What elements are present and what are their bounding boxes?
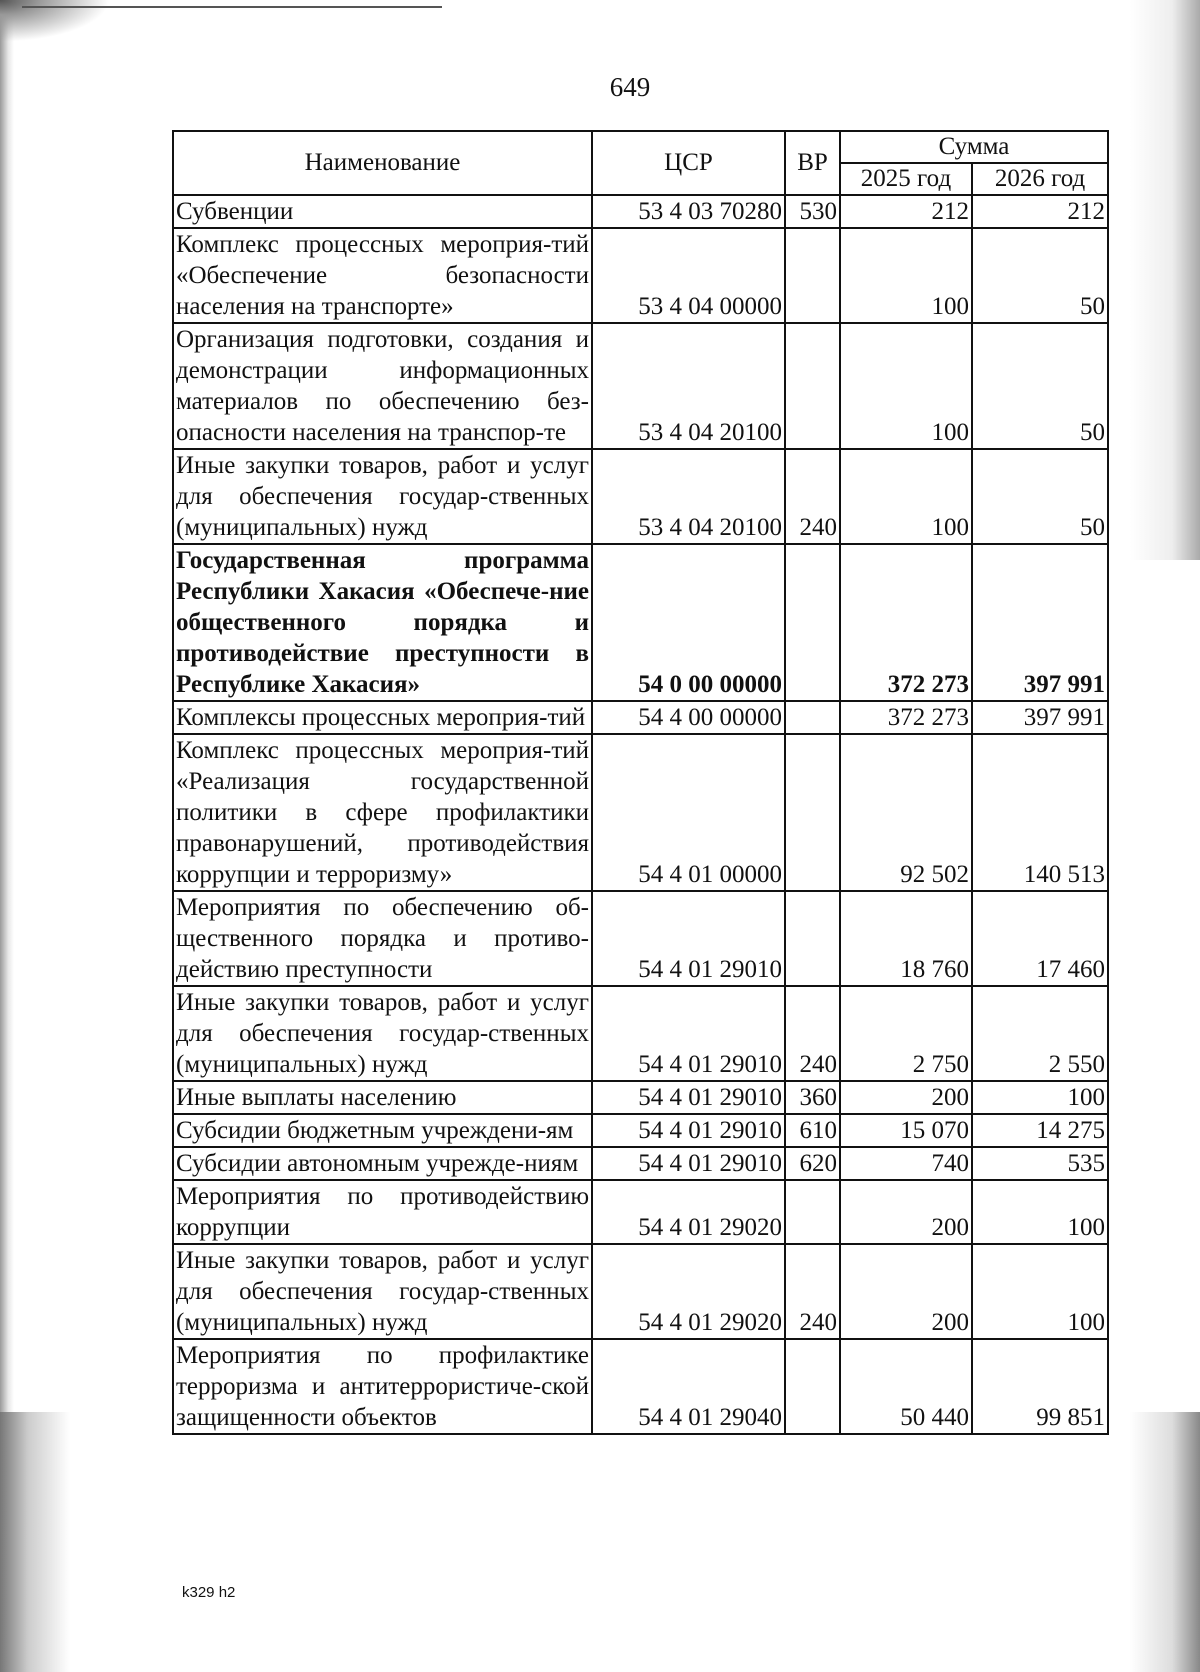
row-sum-2025: 200 <box>840 1244 972 1339</box>
footer-code: k329 h2 <box>182 1584 236 1601</box>
table-row <box>173 1244 1108 1339</box>
row-csr: 53 4 03 70280 <box>592 195 785 228</box>
row-sum-2026: 397 991 <box>972 544 1108 701</box>
row-sum-2025: 200 <box>840 1081 972 1114</box>
row-sum-2026: 212 <box>972 195 1108 228</box>
row-sum-2026: 100 <box>972 1180 1108 1244</box>
row-sum-2025: 372 273 <box>840 544 972 701</box>
row-sum-2025: 18 760 <box>840 891 972 986</box>
table-row <box>173 195 1108 228</box>
row-sum-2025: 2 750 <box>840 986 972 1081</box>
row-csr: 54 4 01 29010 <box>592 1147 785 1180</box>
row-sum-2026: 535 <box>972 1147 1108 1180</box>
page-number: 649 <box>609 72 651 102</box>
row-vr: 610 <box>785 1114 840 1147</box>
scan-edge-shadow <box>1130 1412 1200 1672</box>
row-sum-2025: 100 <box>840 228 972 323</box>
row-sum-2026: 50 <box>972 323 1108 449</box>
row-csr: 54 4 01 29020 <box>592 1180 785 1244</box>
row-name: Комплекс процессных мероприя-тий «Обеспечение безопасности населения на транспорте» <box>173 228 592 323</box>
row-csr: 54 4 01 29020 <box>592 1244 785 1339</box>
row-csr: 54 4 01 29040 <box>592 1339 785 1434</box>
row-vr <box>785 891 840 986</box>
row-name: Организация подготовки, создания и демонстрации информационных материалов по обеспечению без-опасности населения на транспор-те <box>173 323 592 449</box>
row-sum-2025: 92 502 <box>840 734 972 891</box>
row-sum-2025: 50 440 <box>840 1339 972 1434</box>
row-vr: 240 <box>785 986 840 1081</box>
scan-top-line <box>22 6 442 8</box>
row-csr: 54 4 00 00000 <box>592 701 785 734</box>
row-vr: 620 <box>785 1147 840 1180</box>
header-year-2025: 2025 год <box>840 163 972 195</box>
row-sum-2025: 15 070 <box>840 1114 972 1147</box>
table-header <box>173 131 1108 195</box>
row-vr <box>785 1180 840 1244</box>
row-csr: 54 4 01 29010 <box>592 986 785 1081</box>
row-name: Иные закупки товаров, работ и услуг для обеспечения государ-ственных (муниципальных) нужд <box>173 1244 592 1339</box>
table-row <box>173 734 1108 891</box>
row-vr: 530 <box>785 195 840 228</box>
table-row <box>173 986 1108 1081</box>
scan-edge-shadow <box>0 1412 70 1672</box>
row-name: Субсидии бюджетным учреждени-ям <box>173 1114 592 1147</box>
table-body <box>173 195 1108 1434</box>
row-name: Иные закупки товаров, работ и услуг для обеспечения государ-ственных (муниципальных) нужд <box>173 986 592 1081</box>
header-csr: ЦСР <box>592 131 785 195</box>
row-sum-2026: 397 991 <box>972 701 1108 734</box>
row-csr: 53 4 04 20100 <box>592 449 785 544</box>
row-vr: 360 <box>785 1081 840 1114</box>
row-name: Иные закупки товаров, работ и услуг для обеспечения государ-ственных (муниципальных) нужд <box>173 449 592 544</box>
header-vr: ВР <box>785 131 840 195</box>
row-vr: 240 <box>785 1244 840 1339</box>
row-vr <box>785 734 840 891</box>
row-name: Мероприятия по профилактике терроризма и антитеррористиче-ской защищенности объектов <box>173 1339 592 1434</box>
row-sum-2026: 140 513 <box>972 734 1108 891</box>
row-sum-2025: 372 273 <box>840 701 972 734</box>
header-name: Наименование <box>173 131 592 195</box>
row-sum-2025: 100 <box>840 449 972 544</box>
row-sum-2025: 212 <box>840 195 972 228</box>
table-row <box>173 544 1108 701</box>
table-row <box>173 1339 1108 1434</box>
row-name: Комплексы процессных мероприя-тий <box>173 701 592 734</box>
table-row <box>173 1081 1108 1114</box>
row-name: Мероприятия по противодействию коррупции <box>173 1180 592 1244</box>
row-sum-2026: 14 275 <box>972 1114 1108 1147</box>
row-sum-2026: 2 550 <box>972 986 1108 1081</box>
row-csr: 53 4 04 00000 <box>592 228 785 323</box>
row-sum-2026: 17 460 <box>972 891 1108 986</box>
row-vr <box>785 544 840 701</box>
row-csr: 54 4 01 29010 <box>592 891 785 986</box>
row-name: Комплекс процессных мероприя-тий «Реализация государственной политики в сфере профилактики правонарушений, противодействия коррупции и терроризму» <box>173 734 592 891</box>
table-row <box>173 891 1108 986</box>
row-vr: 240 <box>785 449 840 544</box>
row-name: Иные выплаты населению <box>173 1081 592 1114</box>
row-csr: 54 4 01 00000 <box>592 734 785 891</box>
row-name: Субвенции <box>173 195 592 228</box>
table-row <box>173 1114 1108 1147</box>
table-row <box>173 449 1108 544</box>
row-name: Субсидии автономным учрежде-ниям <box>173 1147 592 1180</box>
row-sum-2026: 50 <box>972 449 1108 544</box>
row-sum-2025: 200 <box>840 1180 972 1244</box>
table-row <box>173 701 1108 734</box>
row-sum-2025: 100 <box>840 323 972 449</box>
row-sum-2026: 99 851 <box>972 1339 1108 1434</box>
row-csr: 53 4 04 20100 <box>592 323 785 449</box>
budget-table <box>172 130 1109 1435</box>
row-vr <box>785 1339 840 1434</box>
row-sum-2026: 100 <box>972 1244 1108 1339</box>
row-name: Мероприятия по обеспечению об-щественного порядка и противо-действию преступности <box>173 891 592 986</box>
table-row <box>173 228 1108 323</box>
row-csr: 54 0 00 00000 <box>592 544 785 701</box>
table-row <box>173 1147 1108 1180</box>
row-vr <box>785 228 840 323</box>
row-vr <box>785 323 840 449</box>
table-row <box>173 1180 1108 1244</box>
table-row <box>173 323 1108 449</box>
row-name: Государственная программа Республики Хакасия «Обеспече-ние общественного порядка и противодействие преступности в Республике Хакасия» <box>173 544 592 701</box>
row-sum-2025: 740 <box>840 1147 972 1180</box>
row-csr: 54 4 01 29010 <box>592 1081 785 1114</box>
row-sum-2026: 100 <box>972 1081 1108 1114</box>
header-sum: Сумма <box>840 131 1108 163</box>
row-csr: 54 4 01 29010 <box>592 1114 785 1147</box>
row-vr <box>785 701 840 734</box>
header-year-2026: 2026 год <box>972 163 1108 195</box>
row-sum-2026: 50 <box>972 228 1108 323</box>
